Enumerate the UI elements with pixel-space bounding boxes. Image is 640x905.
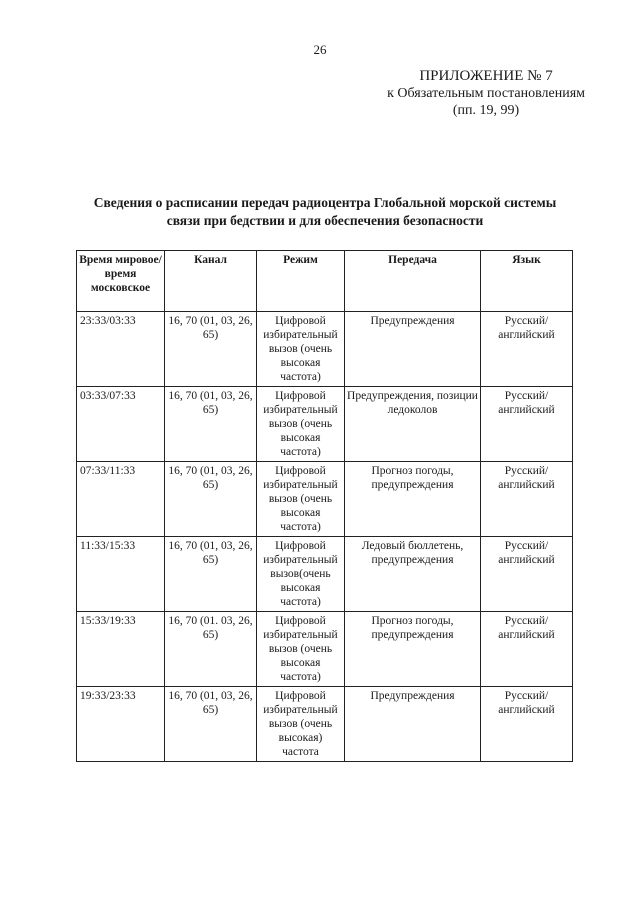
appendix-reference: (пп. 19, 99) (452, 103, 520, 118)
cell-channel: 16, 70 (01, 03, 26, 65) (165, 312, 257, 387)
cell-time: 19:33/23:33 (77, 687, 165, 762)
cell-transmission: Предупреждения, позиции ледоколов (345, 387, 481, 462)
header-channel: Канал (165, 251, 257, 312)
table-header-row (77, 251, 573, 312)
cell-channel: 16, 70 (01, 03, 26, 65) (165, 387, 257, 462)
cell-time: 15:33/19:33 (77, 612, 165, 687)
cell-time: 03:33/07:33 (77, 387, 165, 462)
cell-transmission: Предупреждения (345, 687, 481, 762)
heading-line-1: Сведения о расписании передач радиоцентра Глобальной морской системы (93, 195, 557, 210)
header-transmission: Передача (345, 251, 481, 312)
appendix-title: ПРИЛОЖЕНИЕ № 7 (419, 68, 553, 84)
header-mode: Режим (257, 251, 345, 312)
heading-line-2: связи при бедствии и для обеспечения безопасности (166, 213, 484, 228)
cell-transmission: Ледовый бюллетень, предупреждения (345, 537, 481, 612)
cell-transmission: Предупреждения (345, 312, 481, 387)
schedule-table (76, 250, 573, 762)
cell-language: Русский/ английский (481, 537, 573, 612)
table-row (77, 312, 573, 387)
cell-channel: 16, 70 (01. 03, 26, 65) (165, 612, 257, 687)
table-row (77, 537, 573, 612)
cell-transmission: Прогноз погоды, предупреждения (345, 612, 481, 687)
cell-time: 07:33/11:33 (77, 462, 165, 537)
cell-mode: Цифровой избирательный вызов (очень высокая частота) (257, 312, 345, 387)
cell-time: 23:33/03:33 (77, 312, 165, 387)
header-language: Язык (481, 251, 573, 312)
cell-mode: Цифровой избирательный вызов (очень высокая частота) (257, 387, 345, 462)
table-row (77, 612, 573, 687)
document-heading (60, 194, 590, 230)
appendix-subtitle: к Обязательным постановлениям (387, 86, 585, 101)
cell-language: Русский/ английский (481, 687, 573, 762)
cell-channel: 16, 70 (01, 03, 26, 65) (165, 537, 257, 612)
cell-time: 11:33/15:33 (77, 537, 165, 612)
cell-mode: Цифровой избирательный вызов (очень высокая частота) (257, 462, 345, 537)
table-row (77, 687, 573, 762)
cell-language: Русский/ английский (481, 612, 573, 687)
cell-mode: Цифровой избирательный вызов (очень высокая) частота (257, 687, 345, 762)
table-row (77, 387, 573, 462)
appendix-block (387, 68, 585, 119)
cell-language: Русский/ английский (481, 312, 573, 387)
cell-language: Русский/ английский (481, 462, 573, 537)
cell-channel: 16, 70 (01, 03, 26, 65) (165, 687, 257, 762)
cell-language: Русский/ английский (481, 387, 573, 462)
cell-channel: 16, 70 (01, 03, 26, 65) (165, 462, 257, 537)
table-row (77, 462, 573, 537)
header-time: Время мировое/ время московское (77, 251, 165, 312)
page-number: 26 (313, 42, 327, 57)
cell-mode: Цифровой избирательный вызов (очень высокая частота) (257, 612, 345, 687)
cell-mode: Цифровой избирательный вызов(очень высокая частота) (257, 537, 345, 612)
cell-transmission: Прогноз погоды, предупреждения (345, 462, 481, 537)
